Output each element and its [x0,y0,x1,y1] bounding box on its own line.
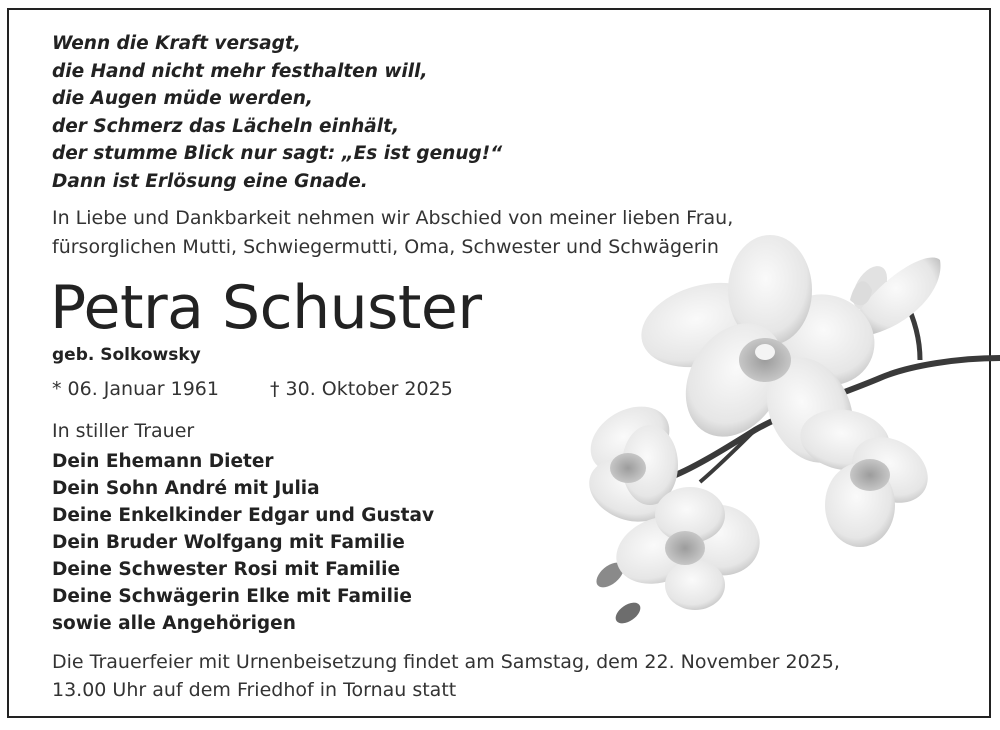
orchid-branch-icon [560,230,1000,640]
poem [52,30,502,195]
poem-line: die Hand nicht mehr festhalten will, [52,60,428,82]
death-date: † 30. Oktober 2025 [270,378,453,400]
mourner: Deine Enkelkinder Edgar und Gustav [52,505,435,526]
life-dates [52,378,453,400]
service-info [52,648,840,704]
service-line: Die Trauerfeier mit Urnenbeisetzung findet am Samstag, dem 22. November 2025, [52,651,840,673]
poem-line: Wenn die Kraft versagt, [52,33,301,54]
poem-line: der stumme Blick nur sagt: „Es ist genug!“ [52,143,503,164]
mourner: Dein Sohn André mit Julia [52,478,320,499]
service-line: 13.00 Uhr auf dem Friedhof in Tornau statt [52,679,457,701]
poem-line: der Schmerz das Lächeln einhält, [52,115,399,137]
intro-line: In Liebe und Dankbarkeit nehmen wir Abschied von meiner lieben Frau, [52,207,734,229]
mourner: sowie alle Angehörigen [52,613,296,634]
birth-date: * 06. Januar 1961 [52,378,219,400]
mourning-heading: In stiller Trauer [52,420,195,442]
maiden-name: geb. Solkowsky [52,345,201,365]
deceased-name: Petra Schuster [50,273,482,343]
poem-line: Dann ist Erlösung eine Gnade. [52,170,368,192]
poem-line: die Augen müde werden, [52,88,313,109]
mourner: Deine Schwester Rosi mit Familie [52,559,401,580]
mourner: Deine Schwägerin Elke mit Familie [52,586,412,607]
mourner: Dein Ehemann Dieter [52,451,274,472]
mourner: Dein Bruder Wolfgang mit Familie [52,532,405,553]
intro-line: fürsorglichen Mutti, Schwiegermutti, Oma, Schwester und Schwägerin [52,236,719,258]
mourners-list [52,448,434,637]
